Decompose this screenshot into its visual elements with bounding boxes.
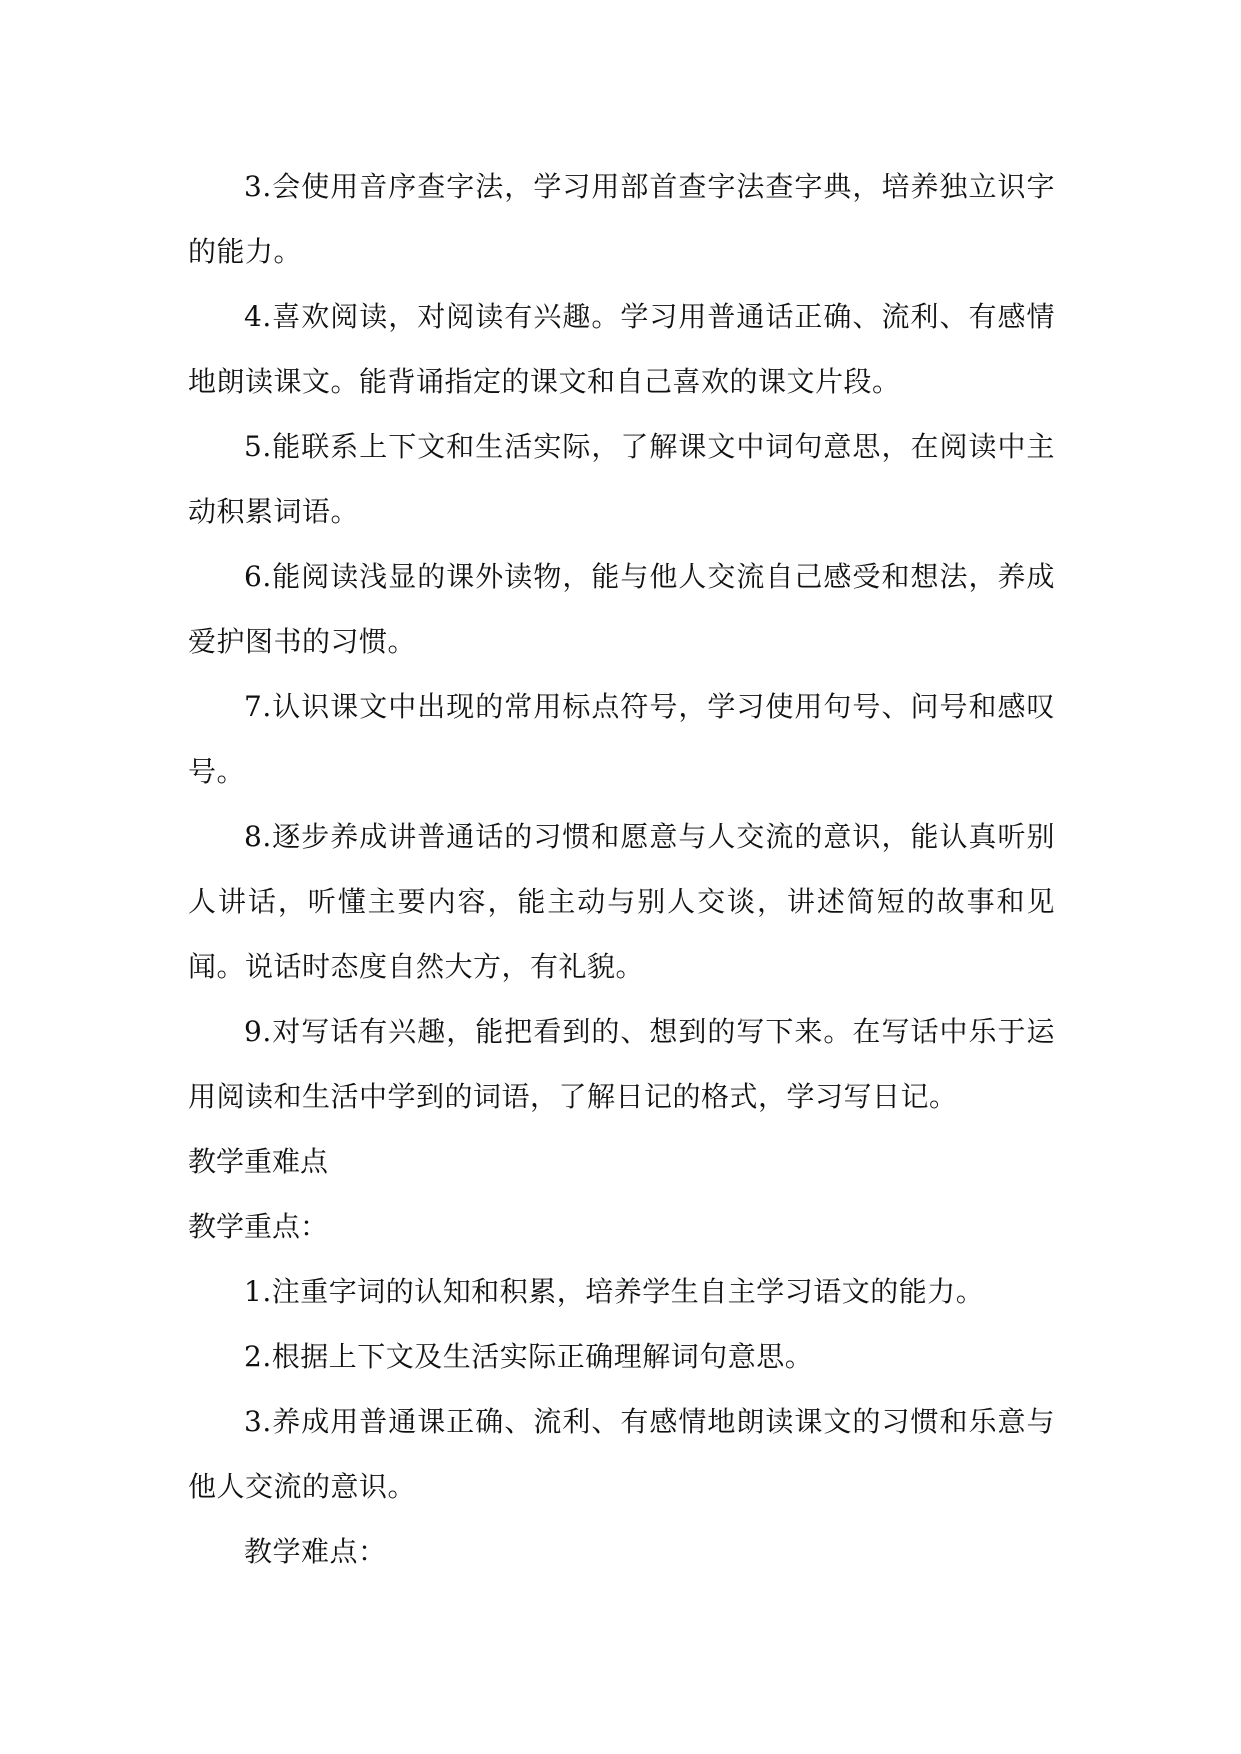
objective-3: 3.会使用音序查字法，学习用部首查字法查字典，培养独立识字的能力。 xyxy=(188,170,1055,268)
objective-7: 7.认识课文中出现的常用标点符号，学习使用句号、问号和感叹号。 xyxy=(188,690,1055,788)
objective-5: 5.能联系上下文和生活实际，了解课文中词句意思，在阅读中主动积累词语。 xyxy=(188,430,1055,528)
section-title: 教学重难点 xyxy=(188,1145,329,1178)
key-point-3: 3.养成用普通课正确、流利、有感情地朗读课文的习惯和乐意与他人交流的意识。 xyxy=(188,1405,1055,1503)
key-point-1: 1.注重字词的认知和积累，培养学生自主学习语文的能力。 xyxy=(244,1275,985,1308)
objective-8: 8.逐步养成讲普通话的习惯和愿意与人交流的意识，能认真听别人讲话，听懂主要内容，能主动与别人交谈，讲述简短的故事和见闻。说话时态度自然大方，有礼貌。 xyxy=(188,820,1055,983)
objective-4: 4.喜欢阅读，对阅读有兴趣。学习用普通话正确、流利、有感情地朗读课文。能背诵指定的课文和自己喜欢的课文片段。 xyxy=(188,300,1055,398)
objective-6: 6.能阅读浅显的课外读物，能与他人交流自己感受和想法，养成爱护图书的习惯。 xyxy=(188,560,1055,658)
difficult-points-title: 教学难点： xyxy=(244,1535,387,1568)
objectives-list xyxy=(188,154,1055,1129)
objective-9: 9.对写话有兴趣，能把看到的、想到的写下来。在写话中乐于运用阅读和生活中学到的词语，了解日记的格式，学习写日记。 xyxy=(188,1015,1055,1113)
key-points-list xyxy=(188,1259,1055,1519)
key-point-2: 2.根据上下文及生活实际正确理解词句意思。 xyxy=(244,1340,814,1373)
key-points-title: 教学重点： xyxy=(188,1210,329,1243)
